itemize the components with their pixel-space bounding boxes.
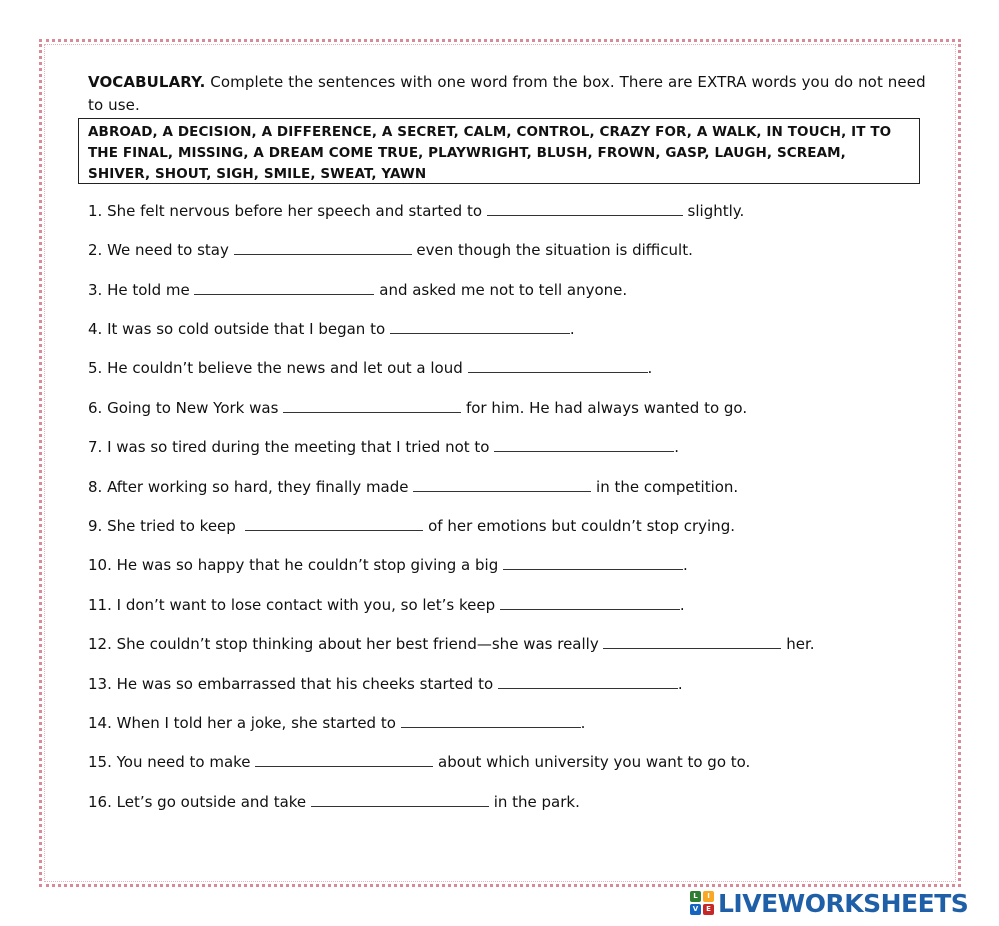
question-text-after: slightly.	[682, 202, 745, 220]
logo-icon-letter: I	[703, 891, 714, 902]
word-box: ABROAD, A DECISION, A DIFFERENCE, A SECRET, CALM, CONTROL, CRAZY FOR, A WALK, IN TOUCH, IT TO THE FINAL, MISSING, A DREAM COME TRUE, PLAYWRIGHT, BLUSH, FROWN, GASP, LAUGH, SCREAM, SHIVER, SHOUT, SIGH, SMILE, SWEAT, YAWN	[78, 118, 920, 184]
question-text-before: 5. He couldn’t believe the news and let out a loud	[88, 359, 468, 377]
question-text-before: 4. It was so cold outside that I began to	[88, 320, 390, 338]
question-item	[88, 633, 815, 655]
liveworksheets-logo	[690, 889, 968, 917]
answer-blank[interactable]	[500, 595, 680, 610]
logo-icon-letter: V	[690, 904, 701, 915]
question-text-before: 13. He was so embarrassed that his cheeks started to	[88, 675, 498, 693]
question-text-after: her.	[781, 635, 815, 653]
question-item	[88, 594, 685, 616]
question-item	[88, 673, 683, 695]
question-item	[88, 436, 679, 458]
question-item	[88, 791, 580, 813]
answer-blank[interactable]	[487, 201, 683, 216]
answer-blank[interactable]	[498, 674, 678, 689]
question-item	[88, 554, 688, 576]
answer-blank[interactable]	[311, 792, 489, 807]
instructions-text: Complete the sentences with one word from the box. There are EXTRA words you do not need to use.	[88, 73, 926, 114]
answer-blank[interactable]	[603, 634, 781, 649]
question-text-after: .	[683, 556, 688, 574]
question-text-after: .	[569, 320, 575, 338]
question-text-before: 11. I don’t want to lose contact with you, so let’s keep	[88, 596, 500, 614]
question-text-after: in the park.	[488, 793, 580, 811]
question-item	[88, 318, 575, 340]
answer-blank[interactable]	[468, 358, 648, 373]
question-text-before: 8. After working so hard, they finally made	[88, 478, 414, 496]
question-text-after: of her emotions but couldn’t stop crying.	[423, 517, 735, 535]
answer-blank[interactable]	[413, 477, 591, 492]
question-text-after: .	[679, 596, 685, 614]
answer-blank[interactable]	[245, 516, 423, 531]
question-text-before: 12. She couldn’t stop thinking about her best friend—she was really	[88, 635, 604, 653]
question-text-after: .	[674, 438, 680, 456]
answer-blank[interactable]	[194, 280, 374, 295]
question-text-before: 3. He told me	[88, 281, 195, 299]
question-text-before: 6. Going to New York was	[88, 399, 284, 417]
question-text-before: 10. He was so happy that he couldn’t stop giving a big	[88, 556, 503, 574]
answer-blank[interactable]	[283, 398, 461, 413]
question-text-after: even though the situation is difficult.	[411, 241, 693, 259]
answer-blank[interactable]	[255, 752, 433, 767]
question-text-after: about which university you want to go to.	[433, 753, 751, 771]
question-text-before: 16. Let’s go outside and take	[88, 793, 311, 811]
question-item	[88, 751, 750, 773]
question-text-before: 1. She felt nervous before her speech and started to	[88, 202, 487, 220]
liveworksheets-logo-icon	[690, 891, 714, 915]
question-text-after: .	[677, 675, 683, 693]
question-item	[88, 397, 747, 419]
question-text-before: 9. She tried to keep	[88, 517, 246, 535]
question-text-after: and asked me not to tell anyone.	[374, 281, 628, 299]
logo-icon-letter: E	[703, 904, 714, 915]
question-text-before: 7. I was so tired during the meeting that I tried not to	[88, 438, 495, 456]
question-text-before: 2. We need to stay	[88, 241, 234, 259]
question-item	[88, 712, 585, 734]
question-text-before: 14. When I told her a joke, she started to	[88, 714, 401, 732]
answer-blank[interactable]	[390, 319, 570, 334]
answer-blank[interactable]	[494, 437, 674, 452]
question-item	[88, 357, 652, 379]
question-text-after: in the competition.	[591, 478, 739, 496]
logo-text: LIVEWORKSHEETS	[718, 888, 969, 918]
logo-icon-letter: L	[690, 891, 701, 902]
question-item	[88, 279, 627, 301]
question-item	[88, 515, 735, 537]
question-item	[88, 200, 744, 222]
instructions-title: VOCABULARY.	[88, 73, 206, 91]
answer-blank[interactable]	[234, 240, 412, 255]
question-text-before: 15. You need to make	[88, 753, 256, 771]
question-text-after: .	[647, 359, 653, 377]
question-text-after: for him. He had always wanted to go.	[461, 399, 748, 417]
question-item	[88, 476, 738, 498]
answer-blank[interactable]	[503, 555, 683, 570]
answer-blank[interactable]	[401, 713, 581, 728]
question-item	[88, 239, 693, 261]
instructions	[88, 71, 928, 117]
question-text-after: .	[580, 714, 586, 732]
